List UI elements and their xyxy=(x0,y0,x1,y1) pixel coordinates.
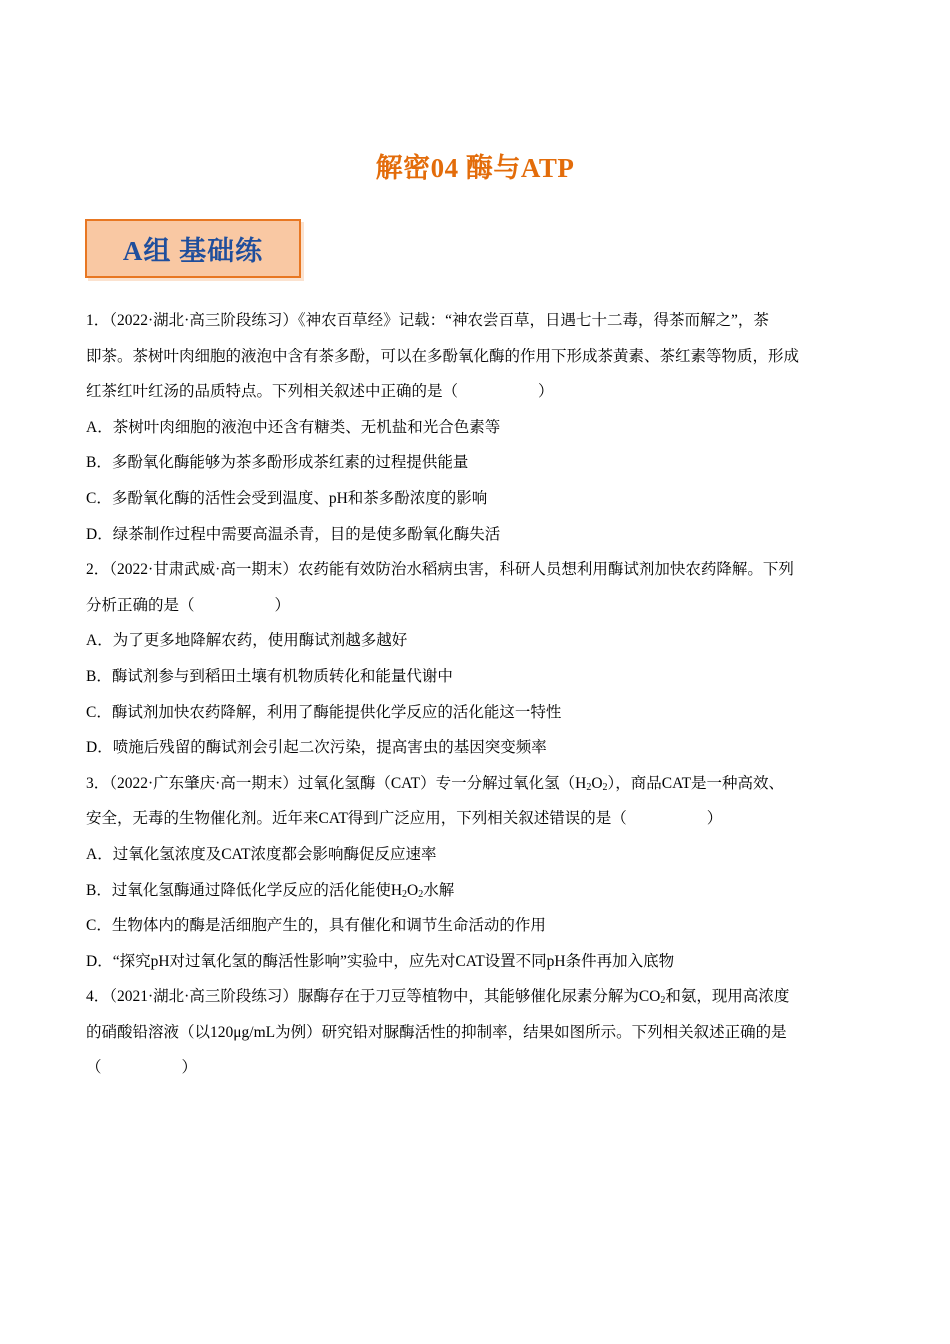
question-3-option-a: A．过氧化氢浓度及CAT浓度都会影响酶促反应速率 xyxy=(86,845,437,863)
question-2-option-b: B．酶试剂参与到稻田土壤有机物质转化和能量代谢中 xyxy=(86,667,453,685)
question-2-option-a: A．为了更多地降解农药，使用酶试剂越多越好 xyxy=(86,632,408,650)
group-label: A组 基础练 xyxy=(122,236,264,266)
question-2-option-d: D．喷施后残留的酶试剂会引起二次污染，提高害虫的基因突变频率 xyxy=(86,739,547,757)
question-4-line-2: 的硝酸铅溶液（以120μg/mL为例）研究铅对脲酶活性的抑制率，结果如图所示。下列相关叙述正确的是 xyxy=(86,1023,787,1041)
question-1-line-3: 红茶红叶红汤的品质特点。下列相关叙述中正确的是（ ） xyxy=(86,383,554,401)
question-4-line-3: （ ） xyxy=(86,1059,198,1077)
question-1-line-2: 即茶。茶树叶肉细胞的液泡中含有茶多酚，可以在多酚氧化酶的作用下形成茶黄素、茶红素等物质，形成 xyxy=(86,347,800,365)
question-2-line-1: 2．（2022·甘肃武威·高一期末）农药能有效防治水稻病虫害，科研人员想利用酶试剂加快农药降解。下列 xyxy=(86,561,794,579)
question-3-option-c: C．生物体内的酶是活细胞产生的，具有催化和调节生命活动的作用 xyxy=(86,917,546,935)
question-3-line-1: 3．（2022·广东肇庆·高一期末）过氧化氢酶（CAT）专一分解过氧化氢$(H_2O_2)$，商品CAT是一种高效、 xyxy=(86,774,785,793)
question-1-option-c: C．多酚氧化酶的活性会受到温度、pH和茶多酚浓度的影响 xyxy=(86,489,488,507)
question-2-option-c: C．酶试剂加快农药降解，利用了酶能提供化学反应的活化能这一特性 xyxy=(86,703,562,721)
question-list xyxy=(86,303,862,1086)
question-1-line-1: 1．（2022·湖北·高三阶段练习）《神农百草经》记载：“神农尝百草，日遇七十二毒，得茶而解之”，茶 xyxy=(86,312,769,329)
question-2-line-2: 分析正确的是（ ） xyxy=(86,596,291,614)
question-1-option-b: B．多酚氧化酶能够为茶多酚形成茶红素的过程提供能量 xyxy=(86,454,469,472)
question-1-option-a: A．茶树叶肉细胞的液泡中还含有糖类、无机盐和光合色素等 xyxy=(86,418,501,436)
page-title: 解密04 酶与ATP xyxy=(375,153,575,183)
question-3-line-2: 安全，无毒的生物催化剂。近年来CAT得到广泛应用，下列相关叙述错误的是（ ） xyxy=(86,810,723,828)
question-3-option-d: D．“探究pH对过氧化氢的酶活性影响”实验中，应先对CAT设置不同pH条件再加入底物 xyxy=(86,952,675,970)
group-badge xyxy=(85,219,301,278)
question-1-option-d: D．绿茶制作过程中需要高温杀青，目的是使多酚氧化酶失活 xyxy=(86,525,501,543)
question-4-line-1: 4．（2021·湖北·高三阶段练习）脲酶存在于刀豆等植物中，其能够催化尿素分解为$CO_2$和氨，现用高浓度 xyxy=(86,988,790,1007)
question-3-option-b: B．过氧化氢酶通过降低化学反应的活化能使$H_2O_2$水解 xyxy=(86,881,455,900)
